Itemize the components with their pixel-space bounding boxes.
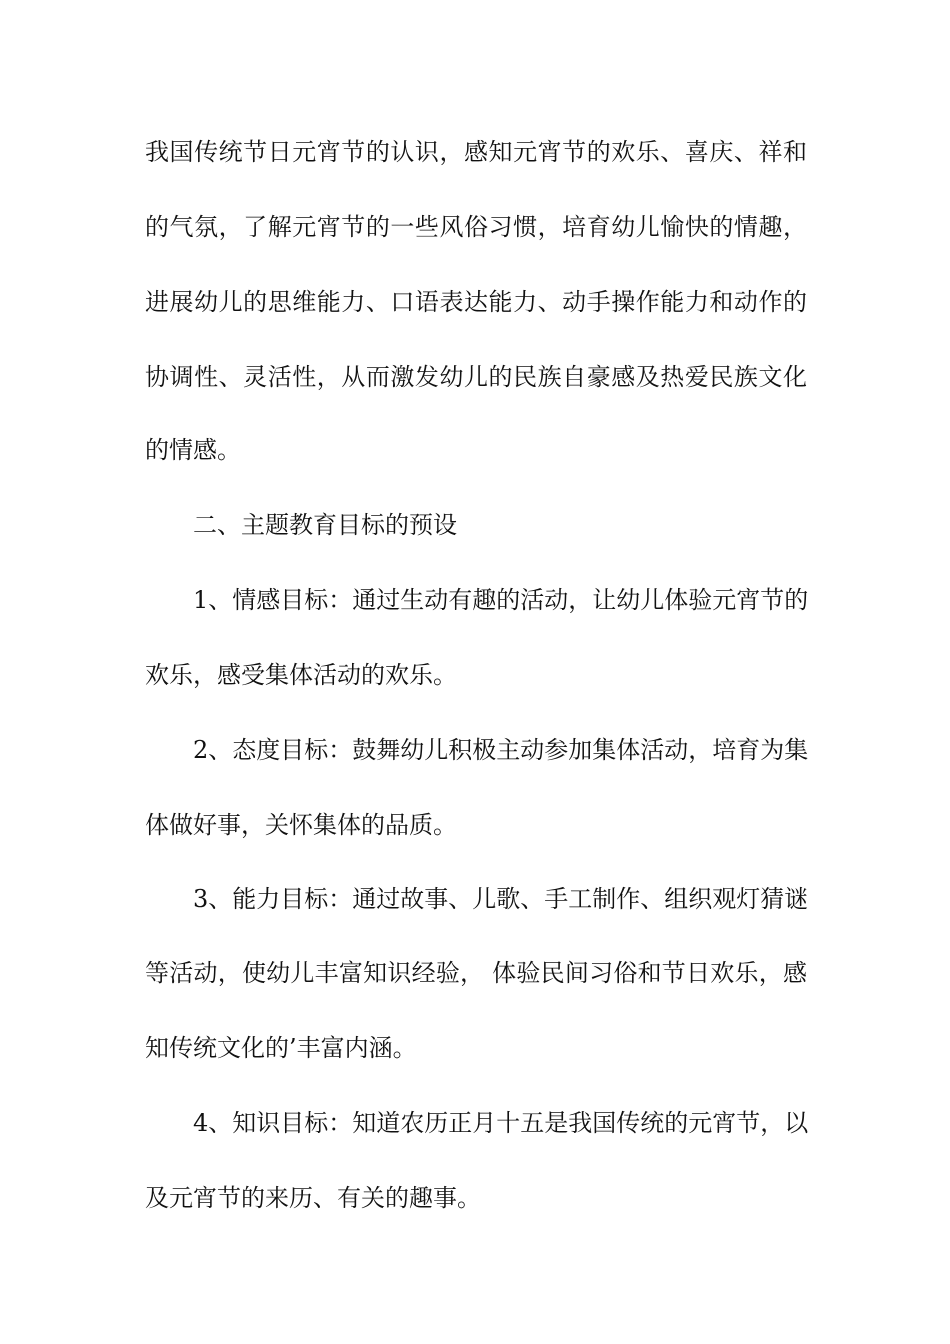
paragraph-line: 进展幼儿的思维能力、口语表达能力、动手操作能力和动作的: [145, 288, 807, 316]
goal-item-4: 4、知识目标：知道农历正月十五是我国传统的元宵节，以: [193, 1109, 809, 1137]
paragraph-line: 体做好事，关怀集体的品质。: [145, 811, 457, 839]
goal-item-2: 2、态度目标：鼓舞幼儿积极主动参加集体活动，培育为集: [193, 736, 809, 764]
paragraph-line: 知传统文化的’丰富内涵。: [145, 1034, 417, 1062]
paragraph-line: 等活动，使幼儿丰富知识经验， 体验民间习俗和节日欢乐，感: [145, 959, 807, 987]
paragraph-line: 的情感。: [145, 436, 241, 464]
paragraph-line: 我国传统节日元宵节的认识，感知元宵节的欢乐、喜庆、祥和: [145, 138, 807, 166]
goal-item-1: 1、情感目标：通过生动有趣的活动，让幼儿体验元宵节的: [193, 586, 809, 614]
goal-item-3: 3、能力目标：通过故事、儿歌、手工制作、组织观灯猜谜: [193, 885, 809, 913]
paragraph-line: 及元宵节的来历、有关的趣事。: [145, 1184, 481, 1212]
paragraph-line: 协调性、灵活性，从而激发幼儿的民族自豪感及热爱民族文化: [145, 363, 807, 391]
paragraph-line: 的气氛，了解元宵节的一些风俗习惯，培育幼儿愉快的情趣，: [145, 213, 807, 241]
paragraph-line: 欢乐，感受集体活动的欢乐。: [145, 661, 457, 689]
section-heading: 二、主题教育目标的预设: [193, 511, 457, 539]
